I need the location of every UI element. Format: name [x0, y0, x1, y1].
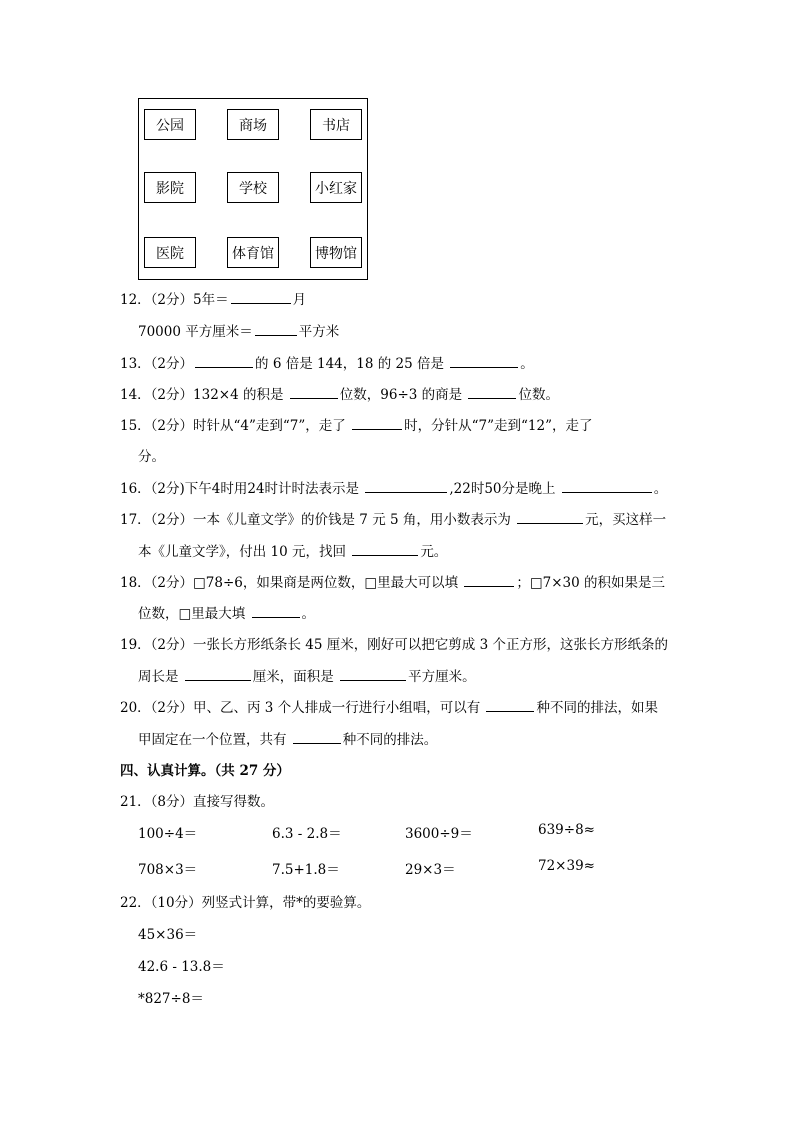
q20-blank-2[interactable]	[293, 742, 341, 744]
q17-blank-1[interactable]	[517, 522, 583, 524]
question-19-line-2	[138, 665, 476, 685]
q15-text-a: 15．（2分）时针从“4”走到“7”，走了	[120, 418, 351, 434]
q20-text-b: 种不同的排法，如果	[536, 700, 658, 716]
q22-item-1: 45×36＝	[138, 927, 198, 943]
q20-text-a: 20．（2分）甲、乙、丙 3 个人排成一行进行小组唱，可以有	[120, 700, 485, 716]
q17-text-a: 17．（2分）一本《儿童文学》的价钱是 7 元 5 角，用小数表示为	[120, 512, 516, 528]
question-22-title: 22．（10分）列竖式计算，带*的要验算。	[120, 895, 371, 911]
question-18-line-1	[120, 571, 665, 591]
q21-calc-3: 3600÷9＝	[405, 826, 473, 842]
q12-text-c: 70000 平方厘米＝	[138, 324, 253, 340]
q21-calc-7: 29×3＝	[405, 862, 456, 878]
q16-blank-1[interactable]	[365, 491, 447, 493]
question-20-line-2	[138, 728, 437, 748]
q19-text-d: 平方厘米。	[408, 669, 476, 685]
q15-text-c: 分。	[138, 449, 165, 465]
q22-item-3: *827÷8＝	[138, 991, 204, 1007]
q19-blank-2[interactable]	[340, 679, 406, 681]
q21-calc-8: 72×39≈	[538, 858, 595, 874]
q12-text-b: 月	[292, 292, 307, 308]
q13-text-c: 。	[520, 356, 534, 372]
question-18-line-2	[138, 602, 315, 622]
question-17-line-2	[138, 540, 447, 560]
question-12-line-2	[138, 320, 339, 340]
q17-text-b: 元，买这样一	[585, 512, 667, 528]
q18-text-c: 位数，□里最大填	[138, 606, 250, 622]
q22-item-2: 42.6 - 13.8＝	[138, 959, 225, 975]
q18-text-b: ；□7×30 的积如果是三	[516, 575, 666, 591]
q21-calc-4: 639÷8≈	[538, 822, 595, 838]
q14-blank-2[interactable]	[468, 397, 516, 399]
q18-blank-2[interactable]	[252, 616, 300, 618]
q16-text-b: ,22时50分是晚上	[449, 481, 560, 497]
q12-blank-1[interactable]	[231, 302, 291, 304]
map-cell-mall: 商场	[227, 109, 279, 140]
location-map	[138, 98, 368, 280]
question-16	[120, 477, 667, 497]
q15-text-b: 时，分针从“7”走到“12”，走了	[404, 418, 593, 434]
q19-text-b: 周长是	[138, 669, 183, 685]
question-19-line-1	[120, 633, 668, 653]
map-cell-park: 公园	[144, 109, 196, 140]
q13-blank-2[interactable]	[450, 366, 518, 368]
question-15-line-1	[120, 414, 592, 434]
q14-text-b: 位数，96÷3 的商是	[339, 387, 467, 403]
map-cell-bookstore: 书店	[310, 109, 362, 140]
q14-blank-1[interactable]	[290, 397, 338, 399]
q15-blank-1[interactable]	[352, 428, 402, 430]
map-cell-hospital: 医院	[144, 237, 196, 268]
q21-calc-1: 100÷4＝	[138, 826, 198, 842]
q16-text-a: 16．（2分)下午4时用24时计时法表示是	[120, 481, 364, 497]
map-cell-museum: 博物馆	[310, 237, 362, 268]
q12-text-d: 平方米	[298, 324, 340, 340]
map-cell-school: 学校	[227, 172, 279, 203]
q12-blank-2[interactable]	[255, 334, 297, 336]
q17-blank-2[interactable]	[352, 554, 418, 556]
q19-text-a: 19．（2分）一张长方形纸条长 45 厘米，刚好可以把它剪成 3 个正方形，这张长方形纸条的	[120, 637, 668, 653]
map-cell-stadium: 体育馆	[227, 237, 279, 268]
q13-text-b: 的 6 倍是 144，18 的 25 倍是	[255, 356, 449, 372]
q13-blank-1[interactable]	[195, 366, 253, 368]
question-13	[120, 352, 534, 372]
q20-blank-1[interactable]	[486, 710, 534, 712]
q14-text-a: 14．（2分）132×4 的积是	[120, 387, 288, 403]
question-14	[120, 383, 559, 403]
q16-blank-2[interactable]	[562, 491, 652, 493]
question-20-line-1	[120, 696, 658, 716]
section-4-heading: 四、认真计算。（共 27 分）	[120, 763, 290, 779]
q18-blank-1[interactable]	[464, 585, 514, 587]
question-12-line-1	[120, 288, 306, 308]
q16-text-c: 。	[653, 481, 668, 497]
q19-text-c: 厘米，面积是	[252, 669, 339, 685]
q12-text-a: 12．（2分）5年＝	[120, 292, 229, 308]
map-cell-cinema: 影院	[144, 172, 196, 203]
q18-text-a: 18．（2分）□78÷6，如果商是两位数，□里最大可以填	[120, 575, 463, 591]
q20-text-d: 种不同的排法。	[342, 732, 438, 748]
q18-text-d: 。	[301, 606, 316, 622]
question-17-line-1	[120, 508, 666, 528]
q14-text-c: 位数。	[518, 387, 559, 403]
question-15-line-2	[138, 445, 165, 465]
map-cell-xiaohong-home: 小红家	[310, 172, 362, 203]
q17-text-d: 元。	[420, 544, 448, 560]
q19-blank-1[interactable]	[185, 679, 251, 681]
q21-calc-2: 6.3 - 2.8＝	[272, 826, 342, 842]
question-21-title: 21．（8分）直接写得数。	[120, 794, 275, 810]
q20-text-c: 甲固定在一个位置，共有	[138, 732, 291, 748]
q13-text-a: 13．（2分）	[120, 356, 194, 372]
q21-calc-6: 7.5+1.8＝	[272, 862, 340, 878]
q21-calc-5: 708×3＝	[138, 862, 198, 878]
q17-text-c: 本《儿童文学》，付出 10 元，找回	[138, 544, 351, 560]
